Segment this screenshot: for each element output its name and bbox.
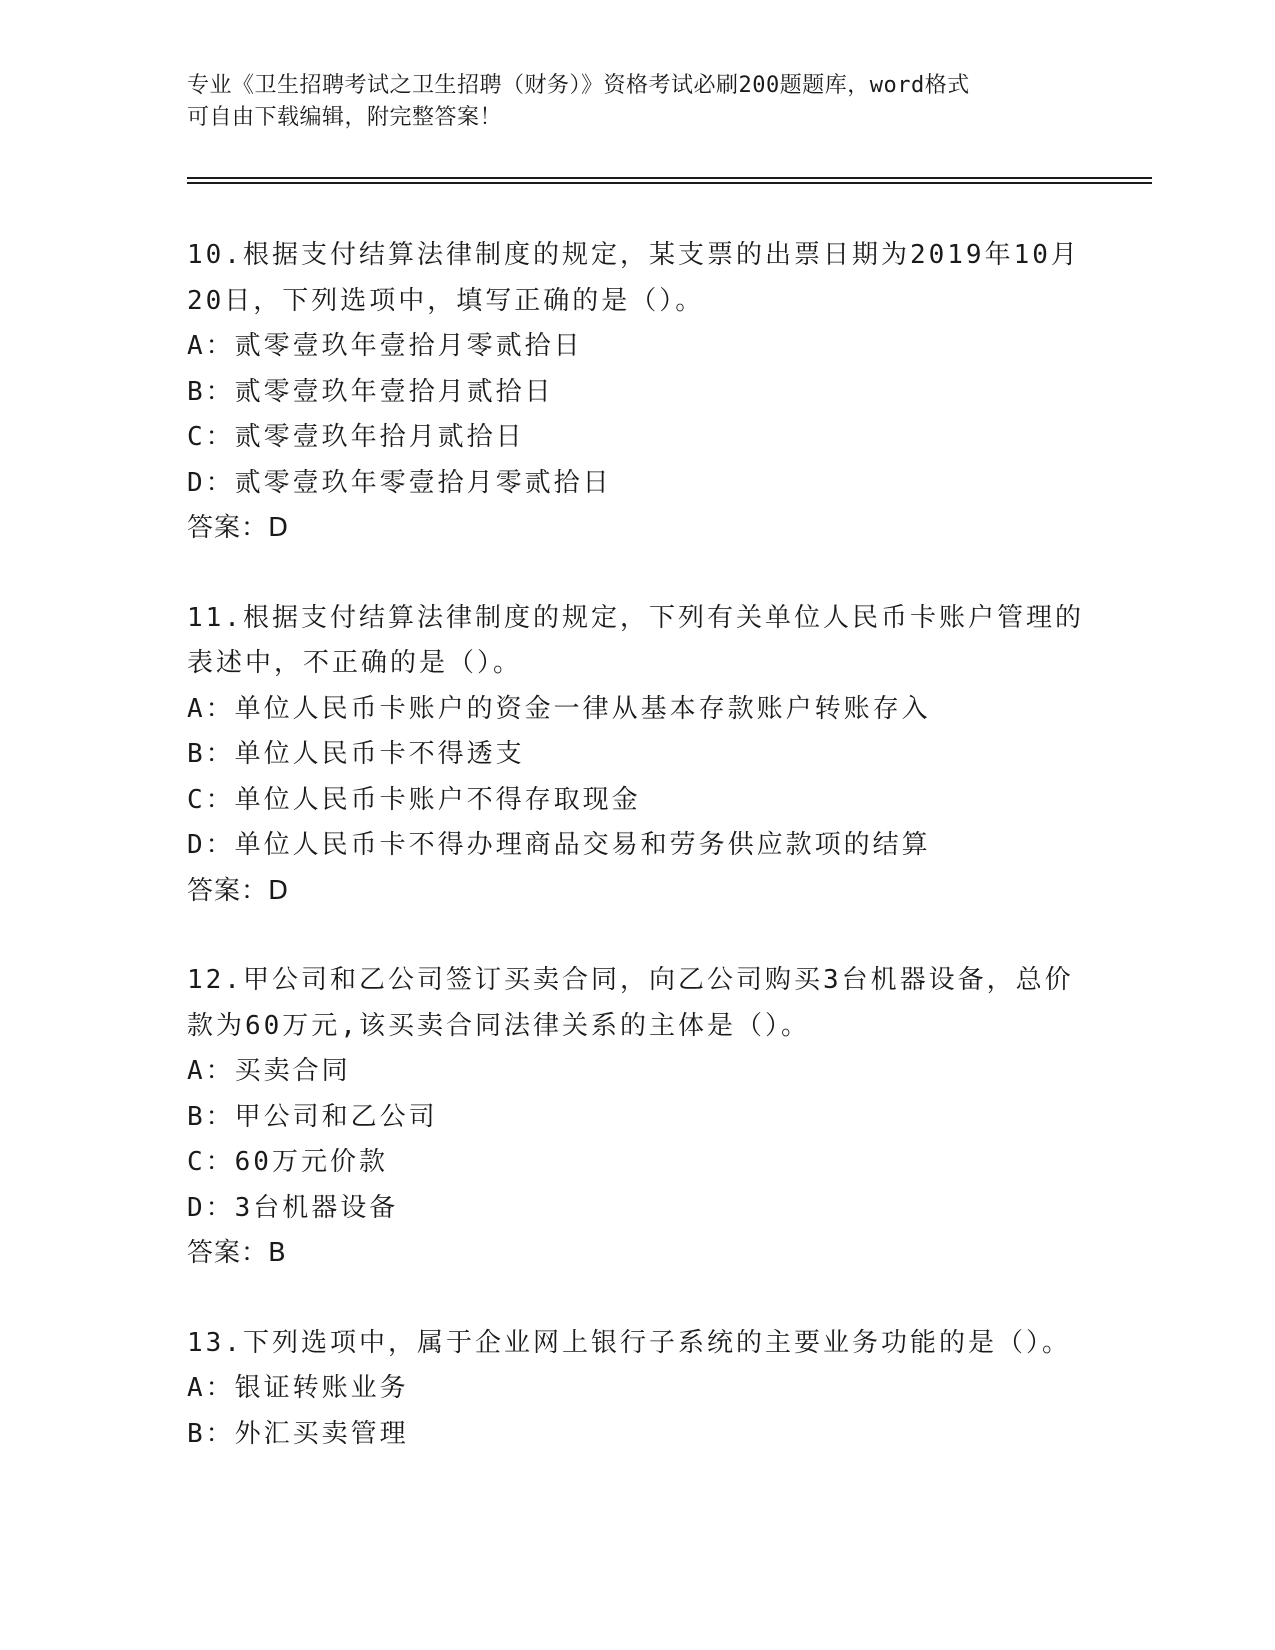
option-d: D：单位人民币卡不得办理商品交易和劳务供应款项的结算 — [187, 830, 931, 860]
option-b: B：单位人民币卡不得透支 — [187, 739, 525, 769]
option-a: A：贰零壹玖年壹拾月零贰拾日 — [187, 331, 583, 361]
option-b: B：贰零壹玖年壹拾月贰拾日 — [187, 376, 554, 407]
question-list — [187, 233, 1087, 1501]
answer: 答案：B — [187, 1238, 287, 1268]
header-line-1: 专业《卫生招聘考试之卫生招聘（财务）》资格考试必刷200题题库，word格式 — [187, 73, 970, 98]
question-10 — [187, 233, 1087, 552]
question-text: 款为60万元,该买卖合同法律关系的主体是（）。 — [187, 1010, 810, 1041]
question-text: 13.下列选项中，属于企业网上银行子系统的主要业务功能的是（）。 — [187, 1327, 1071, 1358]
header-line-2: 可自由下载编辑，附完整答案！ — [187, 105, 503, 130]
option-a: A：买卖合同 — [187, 1056, 351, 1086]
question-text: 12.甲公司和乙公司签订买卖合同，向乙公司购买3台机器设备，总价 — [187, 965, 1074, 995]
header-divider-top — [187, 177, 1152, 179]
answer: 答案：D — [187, 513, 290, 543]
option-c: C：单位人民币卡账户不得存取现金 — [187, 784, 641, 815]
question-12 — [187, 958, 1087, 1277]
question-text: 20日，下列选项中，填写正确的是（）。 — [187, 285, 705, 316]
question-text: 10.根据支付结算法律制度的规定，某支票的出票日期为2019年10月 — [187, 240, 1080, 270]
option-b: B：外汇买卖管理 — [187, 1418, 409, 1449]
question-text: 11.根据支付结算法律制度的规定，下列有关单位人民币卡账户管理的 — [187, 602, 1084, 633]
option-a: A：单位人民币卡账户的资金一律从基本存款账户转账存入 — [187, 693, 931, 724]
option-d: D：3台机器设备 — [187, 1192, 399, 1223]
question-11 — [187, 596, 1087, 915]
option-a: A：银证转账业务 — [187, 1373, 409, 1403]
question-13 — [187, 1321, 1087, 1458]
option-c: C：贰零壹玖年拾月贰拾日 — [187, 422, 525, 452]
document-header — [187, 70, 1067, 134]
option-c: C：60万元价款 — [187, 1147, 388, 1177]
header-divider-bottom — [187, 182, 1152, 184]
option-d: D：贰零壹玖年零壹拾月零贰拾日 — [187, 467, 612, 498]
question-text: 表述中，不正确的是（）。 — [187, 648, 523, 678]
option-b: B：甲公司和乙公司 — [187, 1101, 438, 1132]
answer: 答案：D — [187, 875, 290, 906]
